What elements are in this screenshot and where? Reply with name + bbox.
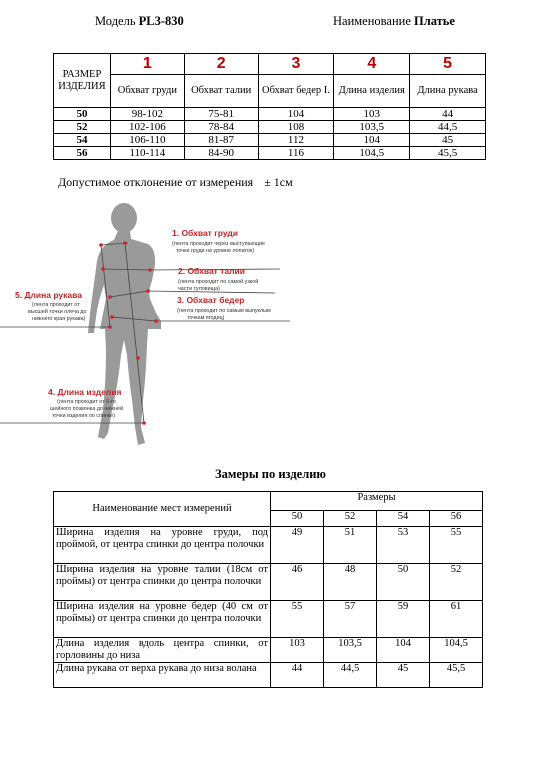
label-line: (лента проходит по самым выпуклым xyxy=(177,308,271,314)
table-row xyxy=(54,601,483,638)
product-name-label: Наименование xyxy=(333,14,411,28)
measure-table xyxy=(53,491,483,688)
value-cell: 108 xyxy=(258,121,334,134)
size-header-cell: 50 xyxy=(271,511,324,527)
size-cell: 50 xyxy=(54,108,111,121)
measure-name: Ширина изделия на уровне талии (18см от проймы) от центра спинки до центра полочки xyxy=(54,564,271,601)
value-cell: 44,5 xyxy=(410,121,486,134)
label-line: шейного позвонка до нижней xyxy=(50,406,123,412)
measure-value: 103,5 xyxy=(324,638,377,663)
measure-value: 49 xyxy=(271,527,324,564)
table-row xyxy=(54,663,483,688)
value-cell: 81-87 xyxy=(184,134,258,147)
table-row xyxy=(54,527,483,564)
tolerance-text: Допустимое отклонение от измерения xyxy=(58,175,254,189)
value-cell: 104 xyxy=(258,108,334,121)
measure-value: 48 xyxy=(324,564,377,601)
size-cell: 56 xyxy=(54,147,111,160)
measure-value: 104 xyxy=(377,638,430,663)
value-cell: 98-102 xyxy=(110,108,184,121)
column-number: 4 xyxy=(334,54,410,75)
value-cell: 106-110 xyxy=(110,134,184,147)
size-header-cell: 54 xyxy=(377,511,430,527)
value-cell: 78-84 xyxy=(184,121,258,134)
model-value: PL3-830 xyxy=(138,14,184,28)
value-cell: 103 xyxy=(334,108,410,121)
measure-value: 51 xyxy=(324,527,377,564)
measurement-figure xyxy=(0,195,300,455)
label-title: 4. Длина изделия xyxy=(48,387,122,397)
measure-value: 46 xyxy=(271,564,324,601)
value-cell: 104 xyxy=(334,134,410,147)
column-header: Обхват бедер I. xyxy=(258,75,334,108)
column-header: Обхват талии xyxy=(184,75,258,108)
measure-value: 103 xyxy=(271,638,324,663)
column-header: Обхват груди xyxy=(110,75,184,108)
measure-name: Ширина изделия на уровне груди, под проймой, от центра спинки до центра полочки xyxy=(54,527,271,564)
measure-value: 57 xyxy=(324,601,377,638)
label-hip-girth xyxy=(177,295,271,321)
column-number: 1 xyxy=(110,54,184,75)
label-line: (лента проходит через выступающие xyxy=(172,241,266,247)
label-title: 3. Обхват бедер xyxy=(177,295,245,305)
model-label: Модель xyxy=(95,14,136,28)
measure-table-title: Замеры по изделию xyxy=(215,467,326,481)
label-line: (лента проходит по самой узкой xyxy=(178,279,259,285)
measure-name: Ширина изделия на уровне бедер (40 см от проймы) от центра спинки до центра полочки xyxy=(54,601,271,638)
label-line: точки груди на уровне лопаток) xyxy=(176,248,255,254)
column-number: 5 xyxy=(410,54,486,75)
measure-value: 50 xyxy=(377,564,430,601)
size-header-cell: 52 xyxy=(324,511,377,527)
measure-value: 104,5 xyxy=(430,638,483,663)
value-cell: 116 xyxy=(258,147,334,160)
value-cell: 102-106 xyxy=(110,121,184,134)
product-name-value: Платье xyxy=(414,14,455,28)
value-cell: 84-90 xyxy=(184,147,258,160)
measure-value: 45 xyxy=(377,663,430,688)
measure-value: 55 xyxy=(430,527,483,564)
size-table xyxy=(53,53,486,160)
table-row xyxy=(54,134,486,147)
column-header: Длина рукава xyxy=(410,75,486,108)
value-cell: 110-114 xyxy=(110,147,184,160)
label-title: 2. Обхват талии xyxy=(178,266,245,276)
measure-name: Длина изделия вдоль центра спинки, от горловины до низа xyxy=(54,638,271,663)
label-title: 5. Длина рукава xyxy=(15,290,82,300)
value-cell: 103,5 xyxy=(334,121,410,134)
model-heading xyxy=(95,14,184,29)
measure-value: 61 xyxy=(430,601,483,638)
table-row xyxy=(54,147,486,160)
label-title: 1. Обхват груди xyxy=(172,228,238,238)
column-header: Длина изделия xyxy=(334,75,410,108)
table-row xyxy=(54,121,486,134)
column-number: 3 xyxy=(258,54,334,75)
measure-value: 53 xyxy=(377,527,430,564)
name-header-text: Наименование мест измерений xyxy=(92,503,232,515)
value-cell: 112 xyxy=(258,134,334,147)
value-cell: 45 xyxy=(410,134,486,147)
label-line: точки изделия по спинке) xyxy=(52,413,116,419)
sizes-header: Размеры xyxy=(271,492,483,511)
measure-value: 45,5 xyxy=(430,663,483,688)
label-line: (лента проходит от xyxy=(32,302,80,308)
value-cell: 44 xyxy=(410,108,486,121)
table-row xyxy=(54,108,486,121)
value-cell: 75-81 xyxy=(184,108,258,121)
label-chest-girth xyxy=(172,228,265,254)
name-header xyxy=(54,492,271,527)
column-number: 2 xyxy=(184,54,258,75)
label-garment-length xyxy=(48,387,123,419)
size-cell: 52 xyxy=(54,121,111,134)
label-line: высшей точки плеча до xyxy=(28,309,87,315)
value-cell: 45,5 xyxy=(410,147,486,160)
label-sleeve-length xyxy=(15,290,87,322)
size-header-cell: 56 xyxy=(430,511,483,527)
label-line: части туловища) xyxy=(178,286,220,292)
label-line: нижнего края рукава) xyxy=(32,316,86,322)
measure-value: 44 xyxy=(271,663,324,688)
size-header: РАЗМЕР ИЗДЕЛИЯ xyxy=(54,54,111,108)
label-line: точкам ягодиц) xyxy=(187,315,225,321)
table-row xyxy=(54,564,483,601)
value-cell: 104,5 xyxy=(334,147,410,160)
measure-value: 59 xyxy=(377,601,430,638)
label-line: (лента проходит от 6-го xyxy=(57,399,116,405)
measure-value: 44,5 xyxy=(324,663,377,688)
label-waist-girth xyxy=(178,266,258,292)
measure-value: 52 xyxy=(430,564,483,601)
measure-name: Длина рукава от верха рукава до низа волана xyxy=(54,663,271,688)
product-name-heading xyxy=(333,14,455,29)
tolerance-value: ± 1см xyxy=(264,175,293,189)
size-cell: 54 xyxy=(54,134,111,147)
table-row xyxy=(54,638,483,663)
tolerance-note xyxy=(58,175,293,190)
measure-value: 55 xyxy=(271,601,324,638)
